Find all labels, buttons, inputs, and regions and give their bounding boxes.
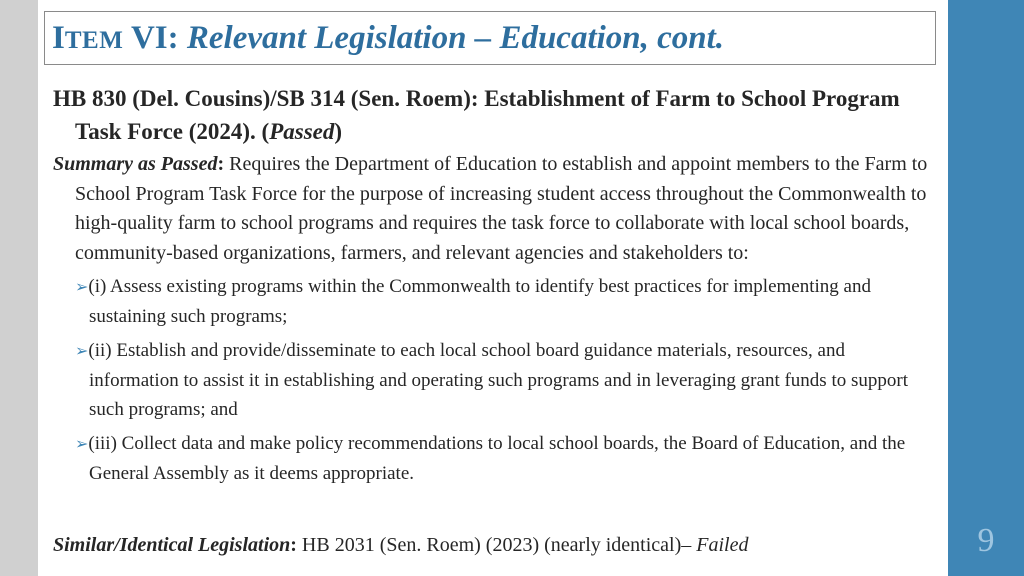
summary-text: Requires the Department of Education to establish and appoint members to the Farm to School Program Task Force for the purpose of increasing student access throughout the Commonwealth to high-quality farm to school programs and requires the task force to collaborate with local school boards, community-based organizations, farmers, and relevant agencies and stakeholders to: [75, 153, 928, 264]
similar-label: Similar/Identical Legislation [53, 534, 291, 556]
arrow-bullet-icon: ➢ [75, 436, 89, 453]
bullet-text: (ii) Establish and provide/disseminate to each local school board guidance materials, resources, and information to assist it in establishing and operating such programs and in leveraging grant funds to support such programs; and [88, 340, 908, 420]
summary-colon: : [217, 153, 230, 175]
list-item [53, 336, 937, 424]
bill-status: Passed [269, 119, 335, 144]
similar-colon: : [290, 534, 302, 556]
slide-number: 9 [977, 522, 995, 559]
similar-legislation [53, 530, 749, 560]
slide-title [52, 18, 724, 61]
title-item-number: VI: [123, 20, 179, 56]
title-item-initial: I [52, 20, 65, 56]
bill-heading [53, 82, 937, 148]
slide-content [53, 82, 937, 493]
arrow-bullet-icon: ➢ [75, 279, 89, 296]
bullet-list [53, 272, 937, 488]
bullet-text: (i) Assess existing programs within the Commonwealth to identify best practices for implementing and sustaining such programs; [88, 276, 871, 327]
title-item-rest: TEM [64, 27, 124, 54]
arrow-bullet-icon: ➢ [75, 343, 89, 360]
side-accent-bar [948, 0, 1024, 576]
similar-status: Failed [696, 534, 749, 556]
summary-paragraph [53, 150, 937, 268]
similar-text: HB 2031 (Sen. Roem) (2023) (nearly identical)– [301, 534, 697, 556]
summary-label: Summary as Passed [53, 153, 218, 175]
title-subtitle: Relevant Legislation – Education, cont. [178, 20, 725, 56]
bullet-text: (iii) Collect data and make policy recommendations to local school boards, the Board of Education, and the General Assembly as it deems appropriate. [88, 433, 906, 484]
bill-close-paren: ) [334, 119, 343, 144]
list-item [53, 272, 937, 331]
list-item [53, 429, 937, 488]
bill-heading-text: HB 830 (Del. Cousins)/SB 314 (Sen. Roem): Establishment of Farm to School Program Task Force (2024). ( [53, 86, 900, 144]
